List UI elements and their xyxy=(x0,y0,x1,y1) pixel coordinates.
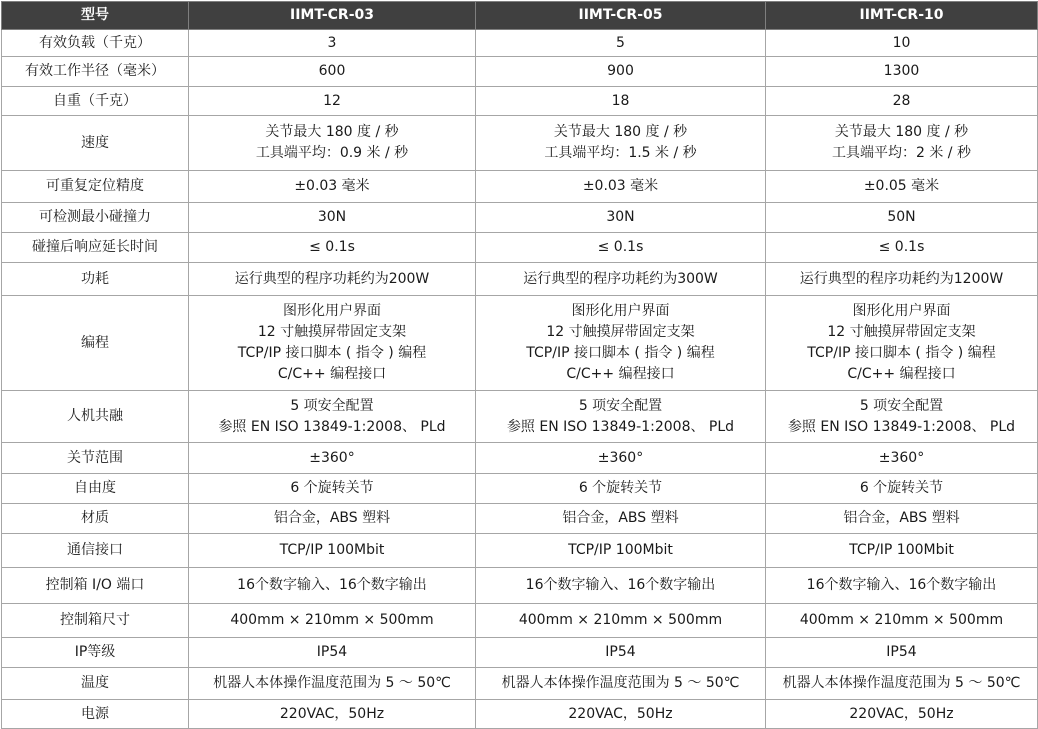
spec-value-line: ±360° xyxy=(878,449,925,466)
spec-value-line: 工具端平均：0.9 米 / 秒 xyxy=(255,145,409,161)
spec-value xyxy=(189,474,476,504)
spec-value xyxy=(766,638,1038,668)
spec-value-line: 参照 EN ISO 13849-1:2008、 PLd xyxy=(787,418,1016,435)
spec-value xyxy=(189,203,476,233)
spec-value-line: 18 xyxy=(611,92,630,109)
spec-value-line: 220VAC，50Hz xyxy=(568,705,673,722)
spec-value xyxy=(189,568,476,604)
spec-value xyxy=(766,87,1038,116)
spec-value-line: ≤ 0.1s xyxy=(878,239,925,255)
spec-value-line: 28 xyxy=(892,92,911,109)
spec-value xyxy=(189,87,476,116)
spec-value-line: 400mm × 210mm × 500mm xyxy=(518,612,723,628)
spec-value-line: ±0.03 毫米 xyxy=(582,178,659,194)
spec-value-line: 工具端平均：2 米 / 秒 xyxy=(832,145,971,161)
spec-label: 电源 xyxy=(2,700,189,729)
spec-value-line: 30N xyxy=(317,209,347,225)
spec-value xyxy=(189,700,476,729)
spec-value xyxy=(189,57,476,87)
spec-value-line: 12 寸触摸屏带固定支架 xyxy=(546,324,695,340)
header-model: IIMT-CR-10 xyxy=(766,2,1038,30)
spec-value-line: IP54 xyxy=(605,644,636,660)
spec-value xyxy=(189,534,476,568)
spec-label: 自由度 xyxy=(2,474,189,504)
spec-value-line: 220VAC，50Hz xyxy=(849,705,954,722)
spec-label: 功耗 xyxy=(2,263,189,296)
spec-value-line: 220VAC，50Hz xyxy=(279,705,385,722)
spec-value xyxy=(766,391,1038,443)
spec-label: 自重（千克） xyxy=(2,87,189,116)
spec-value-line: 运行典型的程序功耗约为1200W xyxy=(799,270,1004,287)
spec-value xyxy=(476,171,766,203)
spec-value xyxy=(766,263,1038,296)
spec-value xyxy=(476,57,766,87)
spec-value xyxy=(766,474,1038,504)
spec-value xyxy=(476,568,766,604)
spec-value xyxy=(476,87,766,116)
spec-row xyxy=(2,57,1038,87)
spec-value-line: 12 xyxy=(323,92,341,109)
spec-value-line: TCP/IP 接口脚本 ( 指令 ) 编程 xyxy=(807,345,996,361)
spec-value xyxy=(189,263,476,296)
spec-value xyxy=(476,604,766,638)
spec-value-line: 5 项安全配置 xyxy=(578,397,663,414)
spec-value-line: 600 xyxy=(318,63,346,79)
spec-value-line: 3 xyxy=(327,34,337,51)
spec-value xyxy=(766,116,1038,171)
spec-value-line: IP54 xyxy=(886,644,917,660)
spec-value-line: 50N xyxy=(887,209,916,225)
spec-row xyxy=(2,171,1038,203)
spec-label: 有效负载（千克） xyxy=(2,30,189,57)
spec-value-line: 关节最大 180 度 / 秒 xyxy=(553,124,688,140)
spec-value-line: TCP/IP 接口脚本 ( 指令 ) 编程 xyxy=(526,345,715,361)
spec-value-line: 6 个旋转关节 xyxy=(290,480,374,496)
spec-label: 关节范围 xyxy=(2,443,189,474)
spec-value xyxy=(766,233,1038,263)
spec-value xyxy=(476,638,766,668)
spec-value-line: TCP/IP 100Mbit xyxy=(279,542,385,558)
spec-value-line: C/C++ 编程接口 xyxy=(277,366,387,382)
spec-value-line: 30N xyxy=(606,209,635,225)
spec-row xyxy=(2,568,1038,604)
spec-value-line: 铝合金，ABS 塑料 xyxy=(562,510,679,526)
spec-row xyxy=(2,30,1038,57)
spec-value xyxy=(766,504,1038,534)
spec-value-line: 参照 EN ISO 13849-1:2008、 PLd xyxy=(218,418,446,435)
spec-row xyxy=(2,263,1038,296)
spec-value-line: 6 个旋转关节 xyxy=(859,480,944,496)
spec-value xyxy=(476,203,766,233)
spec-value xyxy=(476,296,766,391)
spec-row xyxy=(2,534,1038,568)
spec-label: 可重复定位精度 xyxy=(2,171,189,203)
spec-row xyxy=(2,700,1038,729)
spec-value-line: TCP/IP 100Mbit xyxy=(568,542,673,558)
spec-value-line: C/C++ 编程接口 xyxy=(566,366,675,382)
spec-value-line: ≤ 0.1s xyxy=(597,239,644,255)
spec-row xyxy=(2,668,1038,700)
spec-row xyxy=(2,116,1038,171)
spec-value xyxy=(766,604,1038,638)
spec-value xyxy=(766,568,1038,604)
spec-row xyxy=(2,203,1038,233)
spec-value-line: 机器人本体操作温度范围为 5 ～ 50℃ xyxy=(782,675,1021,691)
spec-value-line: 铝合金，ABS 塑料 xyxy=(273,510,391,526)
header-row xyxy=(2,2,1038,30)
spec-value-line: 400mm × 210mm × 500mm xyxy=(799,612,1004,628)
spec-value-line: 机器人本体操作温度范围为 5 ～ 50℃ xyxy=(501,675,740,691)
spec-value xyxy=(189,668,476,700)
spec-value-line: 12 寸触摸屏带固定支架 xyxy=(827,324,976,340)
spec-value xyxy=(476,443,766,474)
spec-value-line: 关节最大 180 度 / 秒 xyxy=(834,124,969,140)
spec-body xyxy=(2,30,1038,729)
spec-value xyxy=(766,30,1038,57)
spec-value xyxy=(189,116,476,171)
spec-value xyxy=(476,233,766,263)
spec-value xyxy=(766,57,1038,87)
spec-label: 速度 xyxy=(2,116,189,171)
header-label: 型号 xyxy=(2,2,189,30)
spec-value xyxy=(476,668,766,700)
spec-value xyxy=(189,391,476,443)
spec-value-line: IP54 xyxy=(316,644,348,660)
spec-value-line: 图形化用户界面 xyxy=(852,303,951,319)
spec-value-line: C/C++ 编程接口 xyxy=(847,366,956,382)
spec-value xyxy=(189,638,476,668)
spec-value-line: 工具端平均：1.5 米 / 秒 xyxy=(544,145,697,161)
spec-value-line: TCP/IP 接口脚本 ( 指令 ) 编程 xyxy=(237,345,427,361)
spec-value-line: 关节最大 180 度 / 秒 xyxy=(265,124,399,140)
spec-value-line: 图形化用户界面 xyxy=(283,303,381,319)
spec-value-line: ≤ 0.1s xyxy=(309,239,355,255)
spec-value-line: 6 个旋转关节 xyxy=(578,480,663,496)
spec-label: 有效工作半径（毫米） xyxy=(2,57,189,87)
spec-value xyxy=(189,171,476,203)
spec-label: 控制箱尺寸 xyxy=(2,604,189,638)
spec-label: 通信接口 xyxy=(2,534,189,568)
spec-row xyxy=(2,604,1038,638)
spec-value-line: 5 xyxy=(616,34,625,51)
spec-value-line: 参照 EN ISO 13849-1:2008、 PLd xyxy=(506,418,735,435)
spec-value-line: 铝合金，ABS 塑料 xyxy=(843,510,960,526)
spec-value xyxy=(476,391,766,443)
spec-row xyxy=(2,87,1038,116)
spec-value xyxy=(189,233,476,263)
spec-label: 控制箱 I/O 端口 xyxy=(2,568,189,604)
spec-value xyxy=(766,668,1038,700)
spec-value-line: 图形化用户界面 xyxy=(571,303,670,319)
spec-table xyxy=(1,1,1038,729)
spec-value-line: ±360° xyxy=(597,449,644,466)
spec-value-line: ±0.05 毫米 xyxy=(863,178,940,194)
spec-label: 可检测最小碰撞力 xyxy=(2,203,189,233)
spec-value-line: 12 寸触摸屏带固定支架 xyxy=(257,324,407,340)
spec-value-line: 1300 xyxy=(883,63,920,79)
spec-value-line: 10 xyxy=(892,34,911,51)
spec-value xyxy=(189,30,476,57)
spec-label: 编程 xyxy=(2,296,189,391)
spec-row xyxy=(2,474,1038,504)
spec-value-line: ±0.03 毫米 xyxy=(294,178,370,194)
spec-row xyxy=(2,504,1038,534)
spec-value xyxy=(189,443,476,474)
spec-value xyxy=(476,504,766,534)
spec-value xyxy=(766,296,1038,391)
spec-value xyxy=(476,263,766,296)
spec-value-line: 16个数字输入、16个数字输出 xyxy=(237,577,427,593)
spec-value xyxy=(766,171,1038,203)
spec-label: 材质 xyxy=(2,504,189,534)
spec-value-line: 机器人本体操作温度范围为 5 ～ 50℃ xyxy=(213,675,451,691)
spec-value-line: TCP/IP 100Mbit xyxy=(849,542,954,558)
spec-value xyxy=(766,534,1038,568)
spec-row xyxy=(2,638,1038,668)
spec-value xyxy=(189,296,476,391)
spec-value-line: 16个数字输入、16个数字输出 xyxy=(806,577,997,593)
spec-value-line: 运行典型的程序功耗约为300W xyxy=(523,270,718,287)
header-model: IIMT-CR-03 xyxy=(189,2,476,30)
spec-value xyxy=(189,604,476,638)
spec-row xyxy=(2,233,1038,263)
spec-value-line: ±360° xyxy=(309,449,355,466)
spec-row xyxy=(2,443,1038,474)
header-model: IIMT-CR-05 xyxy=(476,2,766,30)
spec-label: 人机共融 xyxy=(2,391,189,443)
spec-row xyxy=(2,296,1038,391)
spec-value xyxy=(476,30,766,57)
spec-value xyxy=(766,443,1038,474)
spec-label: IP等级 xyxy=(2,638,189,668)
spec-value-line: 5 项安全配置 xyxy=(290,397,374,414)
spec-value xyxy=(476,116,766,171)
spec-value-line: 900 xyxy=(607,63,634,79)
spec-label: 碰撞后响应延长时间 xyxy=(2,233,189,263)
spec-label: 温度 xyxy=(2,668,189,700)
spec-value-line: 16个数字输入、16个数字输出 xyxy=(525,577,716,593)
spec-row xyxy=(2,391,1038,443)
spec-value xyxy=(476,474,766,504)
spec-value-line: 运行典型的程序功耗约为200W xyxy=(234,270,430,287)
spec-value xyxy=(189,504,476,534)
spec-value xyxy=(476,700,766,729)
spec-value-line: 400mm × 210mm × 500mm xyxy=(230,612,434,628)
spec-value xyxy=(766,203,1038,233)
spec-value xyxy=(476,534,766,568)
spec-value xyxy=(766,700,1038,729)
spec-value-line: 5 项安全配置 xyxy=(859,397,944,414)
